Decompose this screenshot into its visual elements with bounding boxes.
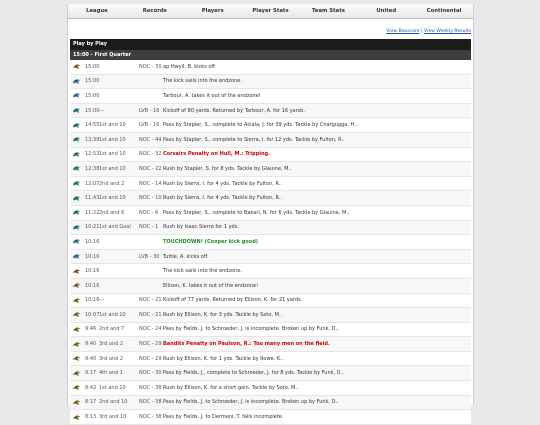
play-time: 15:00 — [85, 107, 100, 114]
play-time: 10:16 — [85, 282, 100, 289]
play-position: NOC - 38 — [139, 384, 162, 391]
team-logo-icon — [70, 92, 82, 99]
play-row — [70, 75, 471, 90]
play-down: 2nd and 2 — [99, 180, 125, 187]
team-logo-icon — [70, 297, 82, 304]
play-down: 1st and 10 — [99, 165, 126, 172]
play-description: Tarbour, A. takes it out of the endzone! — [163, 92, 261, 99]
play-position: NOC - 1 — [139, 224, 159, 231]
nav-united[interactable]: United — [376, 8, 397, 14]
play-row — [70, 235, 471, 250]
play-time: 9:40 — [85, 355, 97, 362]
team-logo-icon — [70, 151, 82, 158]
nav-continental[interactable]: Continental — [426, 8, 462, 14]
team-logo-icon — [70, 282, 82, 289]
play-row — [70, 381, 471, 396]
play-position: NOC - 24 — [139, 326, 162, 333]
play-down: 3rd and 10 — [99, 414, 127, 421]
play-time: 10:16 — [85, 253, 100, 260]
team-logo-icon — [70, 370, 82, 377]
play-down: 1st and 10 — [99, 136, 126, 143]
play-down: --- — [99, 107, 105, 114]
team-logo-icon — [70, 414, 82, 421]
play-time: 9:46 — [85, 326, 97, 333]
play-row — [70, 206, 471, 221]
play-description: Corsairs Penalty on Hull, M.: Tripping. — [163, 151, 271, 158]
play-time: 9:40 — [85, 341, 97, 348]
play-down: 2nd and 6 — [99, 209, 125, 216]
team-logo-icon — [70, 311, 82, 318]
play-description: Bandits Penalty on Paulson, R.: Too many men on the field. — [163, 341, 330, 348]
play-row — [70, 366, 471, 381]
play-down: 4th and 1 — [99, 370, 124, 377]
play-time: 10:16 — [85, 297, 100, 304]
play-down: 3rd and 2 — [99, 355, 124, 362]
team-logo-icon — [70, 195, 82, 202]
play-row — [70, 221, 471, 236]
team-logo-icon — [70, 63, 82, 70]
play-description: TOUCHDOWN! (Cooper kick good) — [163, 238, 259, 245]
play-row — [70, 294, 471, 309]
play-row — [70, 279, 471, 294]
team-logo-icon — [70, 180, 82, 187]
quarter-header: 15:00 - First Quarter — [70, 50, 471, 60]
play-down: 2nd and 7 — [99, 326, 125, 333]
play-down: 2nd and 10 — [99, 399, 128, 406]
team-logo-icon — [70, 268, 82, 275]
play-description: Kickoff of 80 yards. Returned by Tarbour, A. for 16 yards. — [163, 107, 305, 114]
play-position: NOC - 29 — [139, 341, 162, 348]
play-time: 15:00 — [85, 63, 100, 70]
play-row — [70, 323, 471, 338]
play-row — [70, 250, 471, 265]
play-row — [70, 352, 471, 367]
play-position: LVB - 30 — [139, 253, 160, 260]
play-rows — [70, 60, 471, 425]
play-time: 10:16 — [85, 268, 100, 275]
play-down: --- — [99, 297, 105, 304]
play-position: NOC - 6 — [139, 209, 159, 216]
play-time: 11:22 — [85, 209, 100, 216]
play-row — [70, 118, 471, 133]
view-weekly-results-link[interactable]: View Weekly Results — [424, 29, 471, 34]
play-description: Rush by Isaac Sierra for 1 yds. — [163, 224, 239, 231]
nav-league[interactable]: League — [86, 8, 108, 14]
play-row — [70, 60, 471, 75]
play-description: Rush by Sierra, I. for 4 yds. Tackle by Fulton, R.. — [163, 195, 282, 202]
play-position: NOC - 38 — [139, 414, 162, 421]
play-time: 11:43 — [85, 195, 100, 202]
nav-players[interactable]: Players — [201, 8, 224, 14]
play-position: NOC - 21 — [139, 311, 162, 318]
play-description: Pass by Fields, J. to Schroeder, J. is incomplete. Broken up by Funk, D.. — [163, 399, 339, 406]
play-description: Pass by Fields, J., complete to Schroeder, J. for 8 yds. Tackle by Funk, D.. — [163, 370, 344, 377]
play-time: 12:07 — [85, 180, 100, 187]
play-row — [70, 177, 471, 192]
play-row — [70, 162, 471, 177]
play-time: 15:00 — [85, 78, 100, 85]
play-position: NOC - 32 — [139, 151, 162, 158]
play-time: 10:07 — [85, 311, 100, 318]
play-position: NOC - 30 — [139, 370, 162, 377]
team-logo-icon — [70, 341, 82, 348]
play-row — [70, 410, 471, 425]
play-position: NOC - 30 — [139, 63, 162, 70]
play-position: NOC - 22 — [139, 165, 162, 172]
play-description: Tuttle, A. kicks off. — [163, 253, 209, 260]
play-position: NOC - 21 — [139, 297, 162, 304]
play-description: Rush by Ellison, K. for 1 yds. Tackle by Rowe, K.. — [163, 355, 284, 362]
play-time: 12:53 — [85, 151, 100, 158]
play-time: 8:13 — [85, 414, 97, 421]
play-row — [70, 308, 471, 323]
play-down: 1st and 10 — [99, 151, 126, 158]
play-by-play-table — [70, 39, 471, 425]
play-row — [70, 89, 471, 104]
play-row — [70, 396, 471, 411]
play-description: Pass by Stapler, S., complete to Sierra, I. for 12 yds. Tackle by Fulton, R.. — [163, 136, 345, 143]
team-logo-icon — [70, 326, 82, 333]
team-logo-icon — [70, 238, 82, 245]
result-links — [68, 25, 473, 39]
play-time: 14:55 — [85, 122, 100, 129]
play-time: 8:42 — [85, 384, 97, 391]
play-row — [70, 148, 471, 163]
play-description: Rush by Ellison, K. for 3 yds. Tackle by Soto, M.. — [163, 311, 283, 318]
play-down: 1st and Goal — [99, 224, 131, 231]
view-boxscore-link[interactable]: View Boxscore — [386, 29, 420, 34]
nav-team-stats[interactable]: Team Stats — [311, 8, 345, 14]
play-time: 9:17 — [85, 370, 97, 377]
play-row — [70, 337, 471, 352]
team-logo-icon — [70, 165, 82, 172]
play-description: Pass by Stapler, S., complete to Bakari, N. for 6 yds. Tackle by Glauine, M.. — [163, 209, 350, 216]
play-down: 1st and 10 — [99, 122, 126, 129]
team-logo-icon — [70, 122, 82, 129]
play-description: Rush by Ellison, K. for a short gain. Tackle by Soto, M.. — [163, 384, 299, 391]
play-position: NOC - 10 — [139, 195, 162, 202]
play-description: Pass by Fields, J. to Schroeder, J. is incomplete. Broken up by Funk, D.. — [163, 326, 339, 333]
play-description: Pass by Fields, J. to Dermani, T. falls incomplete. — [163, 414, 284, 421]
play-description: The kick sails into the endzone. — [163, 268, 242, 275]
play-by-play-header: Play by Play — [70, 39, 471, 50]
top-navigation — [68, 4, 473, 19]
play-time: 12:38 — [85, 165, 100, 172]
play-description: ap Hwyll, B. kicks off. — [163, 63, 217, 70]
play-down: 1st and 10 — [99, 384, 126, 391]
page-container — [67, 4, 474, 421]
play-time: 10:16 — [85, 238, 100, 245]
play-row — [70, 104, 471, 119]
team-logo-icon — [70, 209, 82, 216]
team-logo-icon — [70, 136, 82, 143]
play-time: 15:00 — [85, 92, 100, 99]
play-down: 1st and 10 — [99, 195, 126, 202]
nav-player-stats[interactable]: Player Stats — [252, 8, 289, 14]
play-time: 13:39 — [85, 136, 100, 143]
team-logo-icon — [70, 107, 82, 114]
play-position: LVB - 16 — [139, 107, 160, 114]
play-position: NOC - 14 — [139, 180, 162, 187]
nav-records[interactable]: Records — [142, 8, 167, 14]
play-position: NOC - 44 — [139, 136, 162, 143]
play-down: 3rd and 2 — [99, 341, 124, 348]
play-position: NOC - 29 — [139, 355, 162, 362]
play-description: Pass by Stapler, S., complete to Alcala, J. for 39 yds. Tackle by Chargugga, H.. — [163, 122, 358, 129]
play-description: The kick sails into the endzone. — [163, 78, 242, 85]
play-description: Ellison, K. takes it out of the endzone! — [163, 282, 259, 289]
play-description: Kickoff of 77 yards. Returned by Ellison, K. for 21 yards. — [163, 297, 303, 304]
play-description: Rush by Sierra, I. for 4 yds. Tackle by Fulton, R.. — [163, 180, 282, 187]
team-logo-icon — [70, 253, 82, 260]
play-position: LVB - 16 — [139, 122, 160, 129]
play-row — [70, 133, 471, 148]
team-logo-icon — [70, 399, 82, 406]
team-logo-icon — [70, 224, 82, 231]
play-row — [70, 264, 471, 279]
play-time: 8:17 — [85, 399, 97, 406]
play-position: NOC - 38 — [139, 399, 162, 406]
play-row — [70, 191, 471, 206]
play-time: 10:21 — [85, 224, 100, 231]
team-logo-icon — [70, 384, 82, 391]
link-separator: | — [420, 29, 423, 34]
team-logo-icon — [70, 78, 82, 85]
play-description: Rush by Stapler, S. for 8 yds. Tackle by Glauine, M.. — [163, 165, 292, 172]
team-logo-icon — [70, 355, 82, 362]
play-down: 1st and 10 — [99, 311, 126, 318]
